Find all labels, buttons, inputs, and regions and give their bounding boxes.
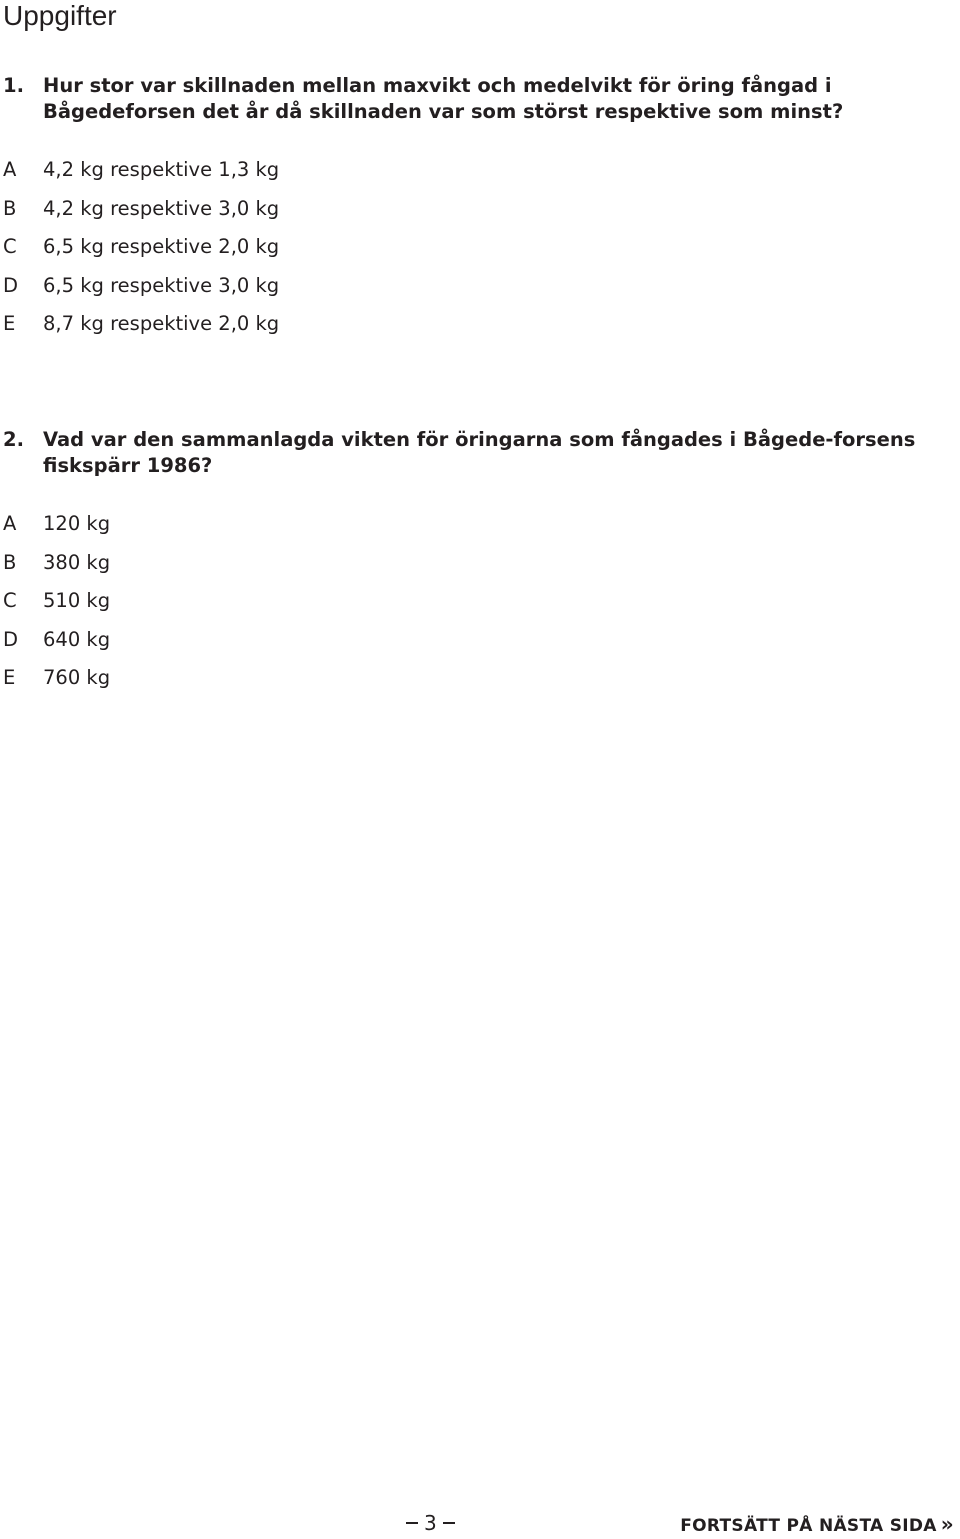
option-letter: D bbox=[3, 273, 19, 297]
question-2 bbox=[3, 427, 933, 704]
answer-options bbox=[3, 157, 933, 350]
answer-option-b bbox=[3, 196, 933, 235]
answer-option-a bbox=[3, 511, 933, 550]
option-text: 6,5 kg respektive 2,0 kg bbox=[43, 235, 280, 258]
answer-option-c bbox=[3, 234, 933, 273]
option-text: 4,2 kg respektive 1,3 kg bbox=[43, 158, 280, 181]
option-text: 510 kg bbox=[43, 589, 111, 612]
continue-next-page bbox=[680, 1512, 954, 1538]
dash-right bbox=[443, 1522, 455, 1524]
option-text: 380 kg bbox=[43, 550, 111, 574]
option-text: 120 kg bbox=[43, 512, 111, 535]
question-text: Hur stor var skillnaden mellan maxvikt och medelvikt för öring fångad i Bågedeforsen det år då skillnaden var som störst respektive som minst? bbox=[43, 74, 844, 123]
option-letter: D bbox=[3, 627, 19, 651]
question-2-stem bbox=[3, 427, 933, 479]
option-text: 6,5 kg respektive 3,0 kg bbox=[43, 273, 280, 297]
answer-option-b bbox=[3, 550, 933, 589]
page-number-marker bbox=[400, 1510, 461, 1536]
answer-option-c bbox=[3, 588, 933, 627]
option-text: 8,7 kg respektive 2,0 kg bbox=[43, 312, 280, 335]
dash-left bbox=[406, 1522, 418, 1524]
question-1-stem bbox=[3, 73, 933, 125]
answer-option-a bbox=[3, 157, 933, 196]
question-1 bbox=[3, 73, 933, 350]
question-text: Vad var den sammanlagda vikten för öringarna som fångades i Bågede-forsens fiskspärr 1986? bbox=[43, 428, 916, 477]
continue-label: FORTSÄTT PÅ NÄSTA SIDA bbox=[680, 1516, 937, 1536]
option-text: 760 kg bbox=[43, 666, 111, 689]
page-title: Uppgifter bbox=[3, 0, 117, 31]
option-letter: E bbox=[3, 666, 16, 689]
option-letter: E bbox=[3, 312, 16, 335]
option-text: 640 kg bbox=[43, 627, 111, 651]
option-letter: C bbox=[3, 235, 17, 258]
page-number: 3 bbox=[424, 1511, 437, 1535]
double-chevron-right-icon: » bbox=[940, 1512, 954, 1536]
answer-option-e bbox=[3, 311, 933, 350]
answer-options bbox=[3, 511, 933, 704]
question-number: 1. bbox=[3, 74, 24, 97]
option-letter: B bbox=[3, 550, 17, 574]
question-number: 2. bbox=[3, 428, 24, 451]
option-letter: B bbox=[3, 196, 17, 220]
page-footer bbox=[0, 1510, 960, 1539]
option-letter: A bbox=[3, 158, 17, 181]
answer-option-d bbox=[3, 627, 933, 666]
answer-option-d bbox=[3, 273, 933, 312]
option-text: 4,2 kg respektive 3,0 kg bbox=[43, 196, 280, 220]
answer-option-e bbox=[3, 665, 933, 704]
option-letter: C bbox=[3, 589, 17, 612]
option-letter: A bbox=[3, 512, 17, 535]
